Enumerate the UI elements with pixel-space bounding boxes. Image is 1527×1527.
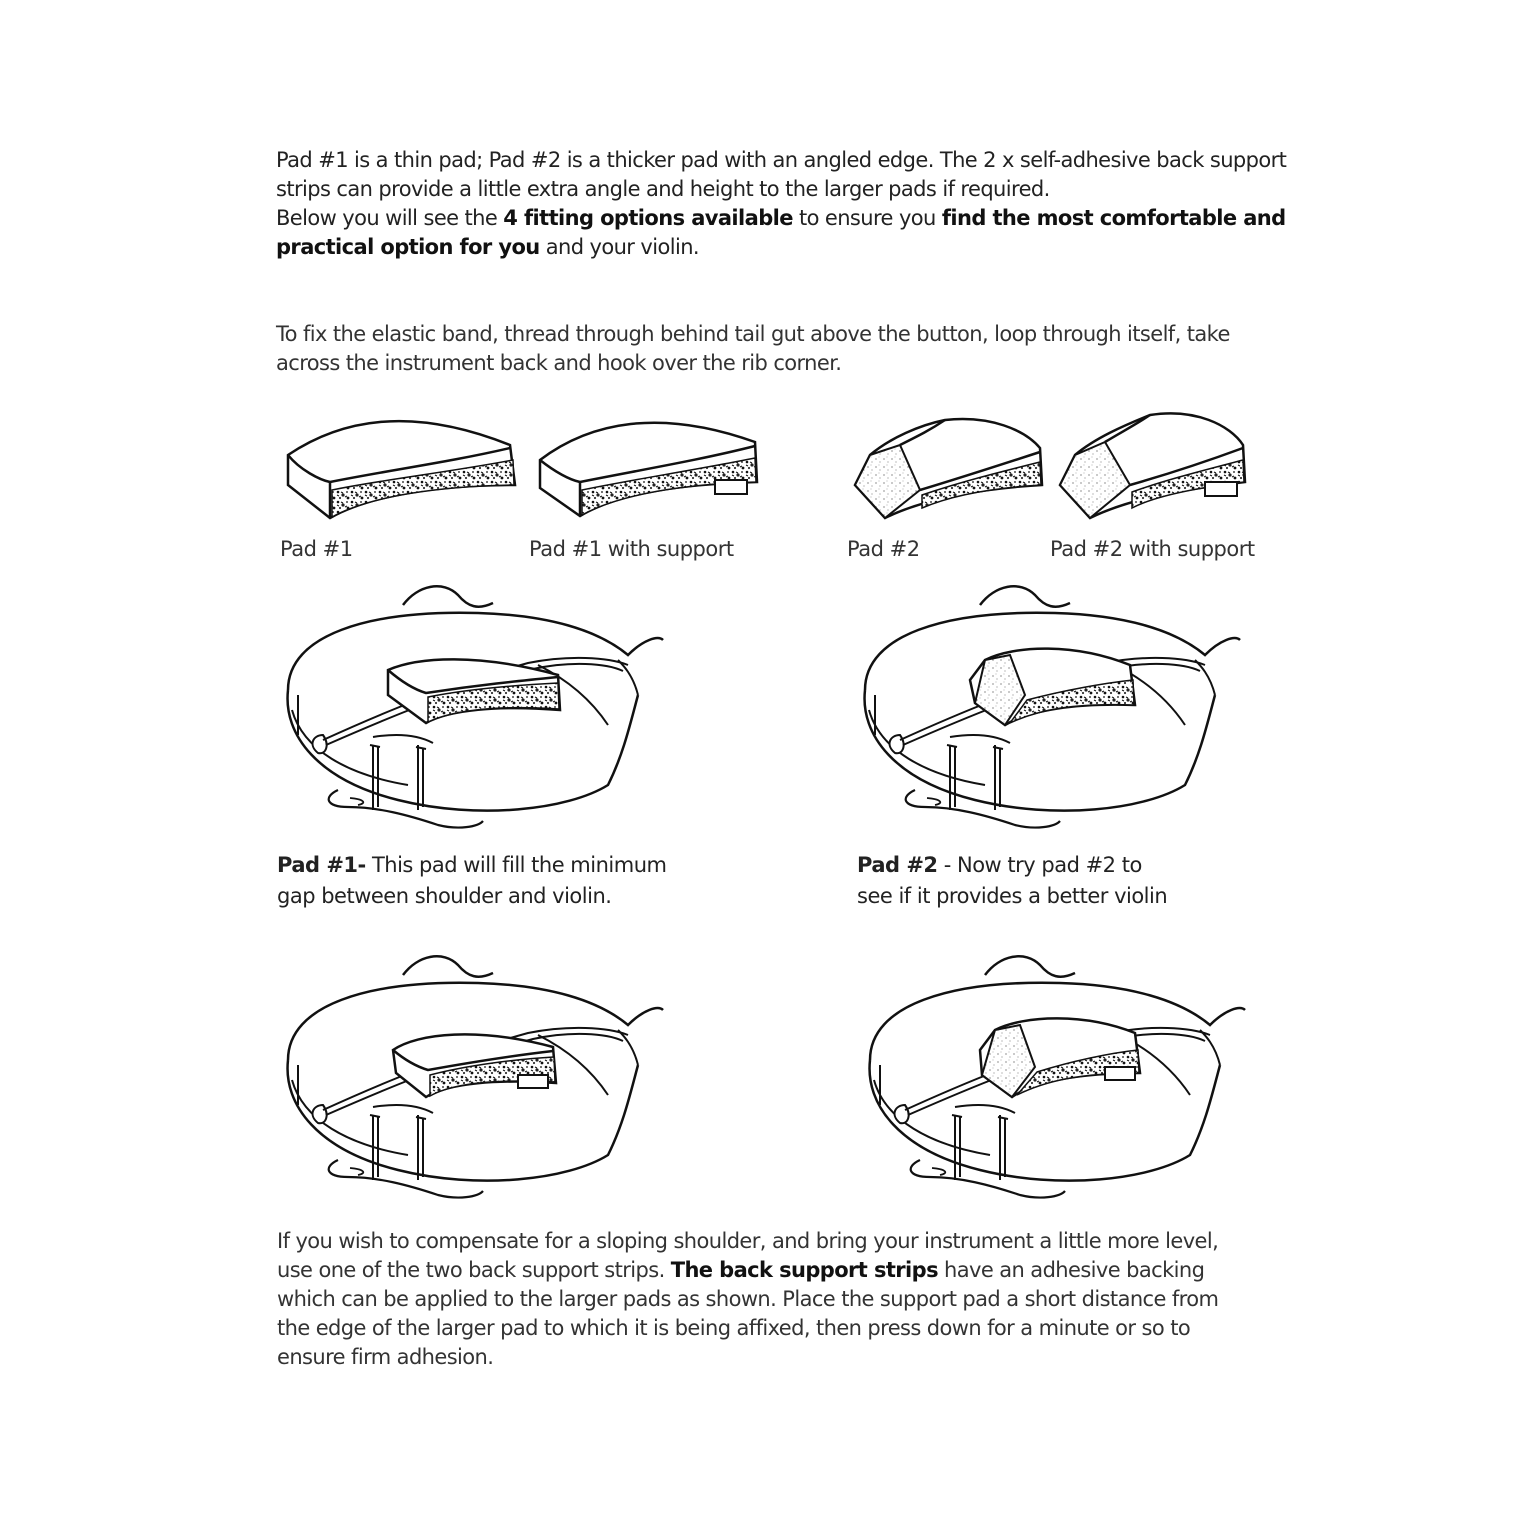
- intro-paragraph: [276, 146, 1286, 262]
- pad-1-support-illustration: [535, 400, 765, 525]
- violin-pad-2-illustration: [855, 585, 1245, 835]
- violin-pad-2-support-illustration: [860, 955, 1250, 1205]
- pad-2-step-text-2: see if it provides a better violin: [857, 884, 1168, 908]
- closing-line-3: which can be applied to the larger pads as shown. Place the support pad a short distance from: [277, 1287, 1219, 1311]
- pad-1-step-caption: [277, 850, 666, 912]
- elastic-line-1: To fix the elastic band, thread through behind tail gut above the button, loop through itself, take: [276, 322, 1230, 346]
- intro-line-3-bold: 4 fitting options available: [503, 206, 793, 230]
- intro-line-3-mid: to ensure you: [792, 206, 942, 230]
- intro-line-1: Pad #1 is a thin pad; Pad #2 is a thicker pad with an angled edge. The 2 x self-adhesive back support: [276, 148, 1287, 172]
- pad-2-support-label: Pad #2 with support: [1050, 537, 1255, 561]
- pad-1-illustration: [280, 400, 525, 525]
- intro-line-2: strips can provide a little extra angle and height to the larger pads if required.: [276, 177, 1050, 201]
- elastic-paragraph: [276, 320, 1230, 378]
- closing-line-5: ensure firm adhesion.: [277, 1345, 494, 1369]
- pad-1-step-text-2: gap between shoulder and violin.: [277, 884, 612, 908]
- pad-2-step-caption: [857, 850, 1167, 912]
- pad-1-label: Pad #1: [280, 537, 353, 561]
- pad-1-support-label: Pad #1 with support: [529, 537, 734, 561]
- closing-line-2-pre: use one of the two back support strips.: [277, 1258, 671, 1282]
- intro-line-3-bold-2: find the most comfortable and: [941, 206, 1286, 230]
- intro-line-4-post: and your violin.: [539, 235, 699, 259]
- pad-1-step-title: Pad #1-: [277, 853, 366, 877]
- intro-line-3-pre: Below you will see the: [276, 206, 504, 230]
- pad-2-illustration: [850, 400, 1050, 525]
- elastic-line-2: across the instrument back and hook over the rib corner.: [276, 351, 842, 375]
- closing-line-1: If you wish to compensate for a sloping shoulder, and bring your instrument a little more level,: [277, 1229, 1219, 1253]
- pad-2-step-title: Pad #2: [857, 853, 938, 877]
- intro-line-4-bold: practical option for you: [276, 235, 540, 259]
- violin-pad-1-support-illustration: [278, 955, 668, 1205]
- pad-1-step-text-1: This pad will fill the minimum: [365, 853, 667, 877]
- closing-line-4: the edge of the larger pad to which it is being affixed, then press down for a minute or so to: [277, 1316, 1191, 1340]
- pad-2-support-illustration: [1055, 400, 1255, 525]
- closing-line-2-post: have an adhesive backing: [937, 1258, 1205, 1282]
- pad-2-label: Pad #2: [847, 537, 920, 561]
- closing-paragraph: [277, 1227, 1218, 1372]
- closing-line-2-bold: The back support strips: [670, 1258, 938, 1282]
- pad-2-step-text-1: - Now try pad #2 to: [937, 853, 1142, 877]
- violin-pad-1-illustration: [278, 585, 668, 835]
